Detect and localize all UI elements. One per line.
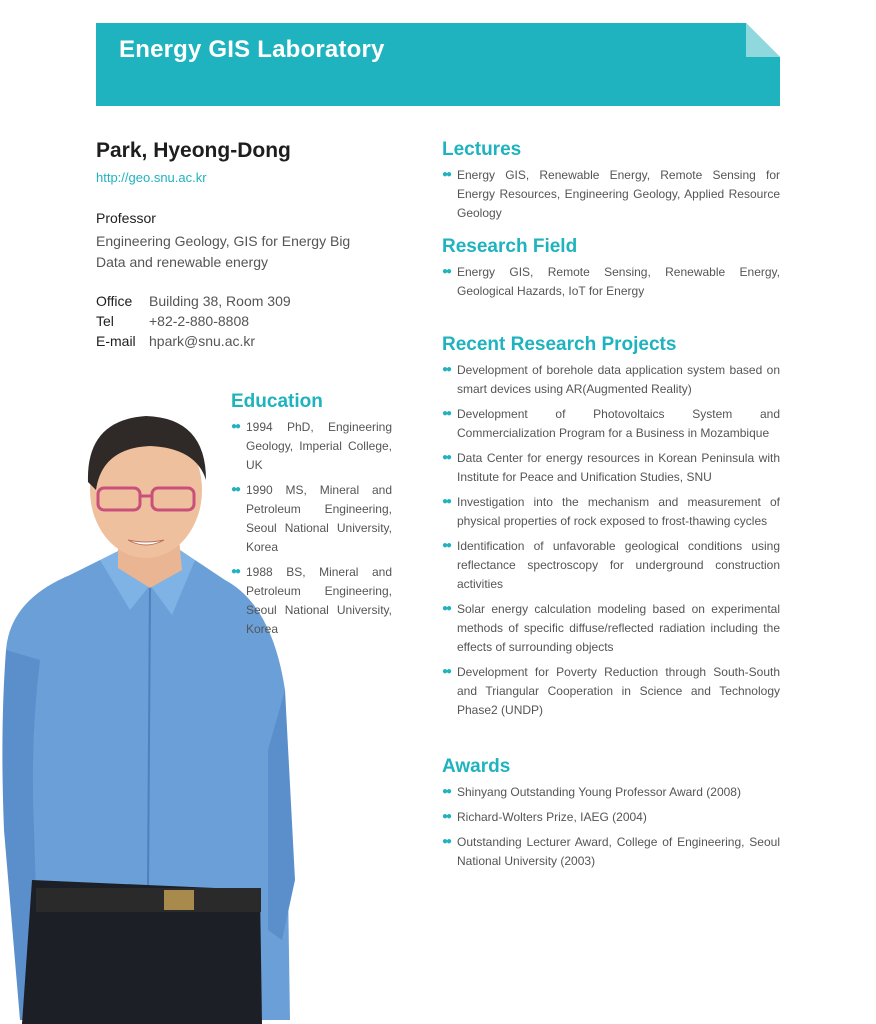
projects-heading: Recent Research Projects — [442, 334, 677, 355]
list-item: ●● Investigation into the mechanism and measurement of physical properties of rock exposed to frost-thawing cycles — [442, 495, 780, 528]
list-item: ●● Development of borehole data application system based on smart devices using AR(Augmented Reality) — [442, 363, 780, 396]
contact-row-office — [96, 291, 291, 311]
bullet-icon: ●● — [442, 603, 451, 614]
research-field-list — [442, 263, 780, 307]
awards-heading: Awards — [442, 756, 511, 777]
contact-value: +82-2-880-8808 — [149, 313, 250, 329]
contact-value: Building 38, Room 309 — [149, 293, 291, 309]
list-item: ●● Energy GIS, Renewable Energy, Remote Sensing for Energy Resources, Engineering Geology, Applied Resource Geology — [442, 168, 780, 220]
list-item: ●● Solar energy calculation modeling based on experimental methods of specific diffuse/reflected radiation including the effects of surrounding objects — [442, 602, 780, 654]
list-item: ●● Shinyang Outstanding Young Professor Award (2008) — [442, 785, 741, 799]
bullet-icon: ●● — [442, 811, 451, 822]
projects-list — [442, 361, 780, 726]
contact-row-tel — [96, 311, 291, 331]
professor-name: Park, Hyeong-Dong — [96, 139, 291, 162]
list-item: ●● Identification of unfavorable geological conditions using reflectance spectroscopy for underground construction activities — [442, 539, 780, 591]
header-banner — [96, 23, 780, 106]
position-title: Professor — [96, 210, 156, 226]
list-item: ●● 1994 PhD, Engineering Geology, Imperial College, UK — [231, 420, 392, 472]
lab-website-link[interactable]: http://geo.snu.ac.kr — [96, 170, 207, 185]
lab-title: Energy GIS Laboratory — [119, 36, 385, 63]
list-item: ●● 1990 MS, Mineral and Petroleum Engineering, Seoul National University, Korea — [231, 483, 392, 554]
list-item: ●● Development of Photovoltaics System and Commercialization Program for a Business in Mozambique — [442, 407, 780, 440]
list-item: ●● Outstanding Lecturer Award, College of Engineering, Seoul National University (2003) — [442, 835, 780, 868]
bullet-icon: ●● — [442, 364, 451, 375]
list-item: ●● Data Center for energy resources in Korean Peninsula with Institute for Peace and Unification Studies, SNU — [442, 451, 780, 484]
contact-key: E-mail — [96, 333, 136, 349]
contact-value[interactable]: hpark@snu.ac.kr — [149, 333, 256, 349]
bullet-icon: ●● — [442, 452, 451, 463]
list-item: ●● Richard-Wolters Prize, IAEG (2004) — [442, 810, 647, 824]
bullet-icon: ●● — [442, 496, 451, 507]
list-item: ●● Development for Poverty Reduction through South-South and Triangular Cooperation in Science and Technology Phase2 (UNDP) — [442, 665, 780, 717]
contact-key: Tel — [96, 313, 114, 329]
bullet-icon: ●● — [231, 421, 240, 432]
bullet-icon: ●● — [442, 666, 451, 677]
research-field-heading: Research Field — [442, 236, 578, 257]
page-fold-icon — [746, 23, 780, 57]
bullet-icon: ●● — [442, 786, 451, 797]
bullet-icon: ●● — [442, 408, 451, 419]
awards-list — [442, 783, 780, 877]
education-list — [231, 418, 392, 645]
contact-key: Office — [96, 293, 133, 309]
contact-row-email — [96, 331, 291, 351]
list-item: ●● Energy GIS, Remote Sensing, Renewable Energy, Geological Hazards, IoT for Energy — [442, 265, 780, 298]
research-fields-text: Engineering Geology, GIS for Energy Big Data and renewable energy — [96, 233, 351, 270]
bullet-icon: ●● — [442, 266, 451, 277]
bullet-icon: ●● — [231, 566, 240, 577]
list-item: ●● 1988 BS, Mineral and Petroleum Engineering, Seoul National University, Korea — [231, 565, 392, 636]
bullet-icon: ●● — [442, 540, 451, 551]
lectures-list — [442, 166, 780, 229]
lectures-heading: Lectures — [442, 139, 522, 160]
bullet-icon: ●● — [442, 836, 451, 847]
contact-info — [96, 291, 291, 351]
bullet-icon: ●● — [442, 169, 451, 180]
education-heading: Education — [231, 391, 323, 412]
bullet-icon: ●● — [231, 484, 240, 495]
